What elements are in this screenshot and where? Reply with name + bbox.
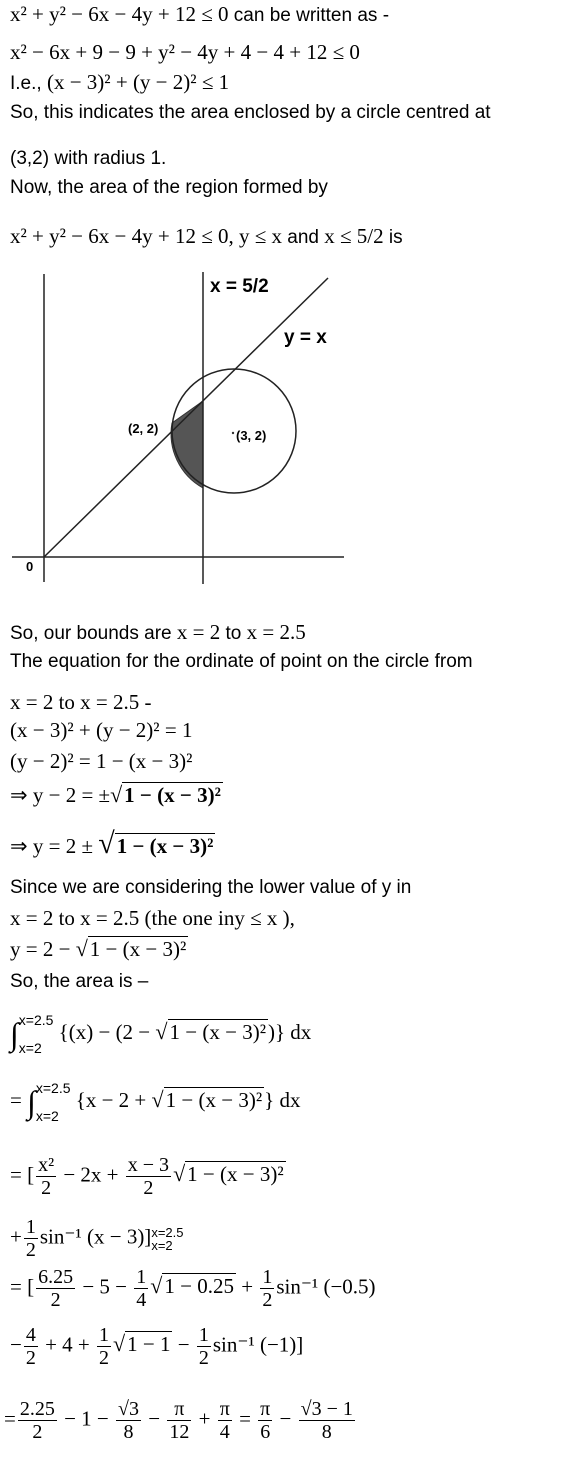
ylow-sqrt: √1 − (x − 3)² [75, 936, 187, 961]
r7-m3: + [193, 1406, 216, 1431]
r5-frac-2: $\frac{1}{4}$ [136, 1266, 147, 1311]
equation-3 [10, 783, 223, 807]
inequality: x² + y² − 6x − 4y + 12 ≤ 0 [10, 2, 229, 26]
int2-radicand: 1 − (x − 3)² [165, 1087, 263, 1112]
r7-m5: − [274, 1406, 297, 1431]
r6-mid: + 4 + [39, 1332, 96, 1357]
r4-body: sin⁻¹ (x − 3)] [39, 1224, 152, 1249]
bound-lower: x = 2 [176, 620, 221, 644]
bound-upper: x = 2.5 [246, 620, 306, 644]
label-center-3-2: (3, 2) [236, 428, 267, 443]
r7-frac-4: $\frac{\pi}{4}$ [219, 1398, 230, 1443]
equation-4 [10, 827, 215, 860]
since-line-1: Since we are considering the lower value of y in [10, 877, 412, 898]
circle-inequality: (x − 3)² + (y − 2)² ≤ 1 [46, 70, 230, 94]
integral-sign-1: ∫ [10, 1016, 19, 1052]
result-line-3 [10, 1154, 286, 1199]
result-line-4 [10, 1216, 183, 1261]
eq3-radicand: 1 − (x − 3)² [124, 783, 221, 807]
r3-mid: − 2x + [58, 1162, 124, 1187]
r5-frac-1: $\frac{6.25}{2}$ [38, 1266, 74, 1311]
text-line-4: So, this indicates the area enclosed by a circle centred at [10, 102, 491, 123]
r7-frac-6: $\frac{√3 - 1}{8}$ [300, 1398, 353, 1443]
result-line-6 [10, 1324, 303, 1369]
int1-end: )} dx [267, 1019, 312, 1044]
r5-frac-3: $\frac{1}{2}$ [262, 1266, 273, 1311]
r7-m1: − 1 − [58, 1406, 115, 1431]
r4-plus: + [10, 1224, 22, 1249]
region-math-2: x ≤ 5/2 [324, 224, 384, 248]
and-text: and [282, 227, 325, 248]
eq3-lhs: ⇒ y − 2 = ± [10, 783, 111, 807]
bounds-text: So, our bounds are [10, 623, 177, 644]
integral-2 [10, 1080, 300, 1140]
r7-m4: = [233, 1406, 257, 1431]
r3-sqrt: √1 − (x − 3)² [173, 1161, 284, 1187]
r6-minus: − [10, 1332, 22, 1357]
y-lower-equation [10, 937, 188, 961]
text-line-7 [10, 224, 403, 250]
integral-2-limits: x=2.5 x=2 [35, 1080, 71, 1124]
region-graph [10, 266, 350, 586]
int1-sqrt: √1 − (x − 3)² [155, 1018, 266, 1044]
line-y-equals-x [44, 278, 328, 557]
int2-body: {x − 2 + [75, 1087, 152, 1112]
int2-end: } dx [264, 1087, 301, 1112]
r6-frac-2: $\frac{1}{2}$ [99, 1324, 110, 1369]
eq4-lhs: ⇒ y = 2 ± [10, 834, 99, 858]
r3-frac-1: $\frac{\text{x²}}{2}$ [38, 1154, 55, 1199]
r6-minus2: − [172, 1332, 195, 1357]
expanded-inequality: x² − 6x + 9 − 9 + y² − 4y + 4 − 4 + 12 ≤ 0 [10, 40, 360, 64]
text-line-5: (3,2) with radius 1. [10, 148, 167, 169]
r5-mid: − 5 − [77, 1274, 133, 1299]
text-line-6: Now, the area of the region formed by [10, 177, 328, 198]
label-vertical-line: x = 5/2 [210, 276, 269, 297]
r7-frac-5: $\frac{\pi}{6}$ [260, 1398, 271, 1443]
to-text: to [220, 623, 247, 644]
is-text: is [383, 227, 403, 248]
int2-eq: = [10, 1087, 28, 1112]
r7-eq: = [4, 1406, 16, 1431]
label-origin: 0 [26, 559, 34, 574]
text-line-3 [10, 70, 229, 96]
ie-prefix: I.e., [10, 73, 47, 94]
r6-sqrt: √1 − 1 [113, 1331, 171, 1357]
result-line-7 [4, 1398, 357, 1443]
int1-radicand: 1 − (x − 3)² [169, 1019, 266, 1044]
ordinate-text: The equation for the ordinate of point on the circle from [10, 651, 473, 672]
ordinate-range: x = 2 to x = 2.5 - [10, 690, 152, 714]
bounds-line [10, 620, 306, 646]
integral-1-limits: x=2.5 x=2 [18, 1012, 54, 1056]
ylow-lhs: y = 2 − [10, 937, 76, 961]
area-is-text: So, the area is – [10, 971, 149, 992]
integral-1 [10, 1012, 311, 1072]
r3-eq: = [ [10, 1162, 35, 1187]
r5-plus: + [235, 1274, 259, 1299]
text: can be written as - [228, 5, 390, 26]
eq4-sqrt: √1 − (x − 3)² [98, 827, 214, 860]
label-line-yx: y = x [284, 327, 327, 348]
r6-end: sin⁻¹ (−1)] [212, 1332, 304, 1357]
int1-body: {(x) − (2 − [58, 1019, 156, 1044]
shaded-region [171, 401, 203, 488]
r7-frac-1: $\frac{2.25}{2}$ [19, 1398, 55, 1443]
center-dot [232, 432, 234, 434]
result-line-5 [10, 1266, 376, 1311]
int2-sqrt: √1 − (x − 3)² [151, 1086, 263, 1112]
equation-1: (x − 3)² + (y − 2)² = 1 [10, 718, 193, 742]
eq4-radicand: 1 − (x − 3)² [116, 834, 214, 858]
integral-sign-2: ∫ [27, 1084, 36, 1120]
r7-m2: − [143, 1406, 166, 1431]
label-point-2-2: (2, 2) [128, 421, 159, 436]
r3-frac-2: $\frac{x - 3}{2}$ [127, 1154, 170, 1199]
text-line-1 [10, 2, 389, 28]
r7-frac-2: $\frac{√3}{8}$ [118, 1398, 140, 1443]
r4-frac: $\frac{1}{2}$ [25, 1216, 36, 1261]
r6-frac-1: $\frac{4}{2}$ [25, 1324, 36, 1369]
r6-frac-3: $\frac{1}{2}$ [198, 1324, 209, 1369]
equation-2: (y − 2)² = 1 − (x − 3)² [10, 749, 193, 773]
r5-end: sin⁻¹ (−0.5) [276, 1274, 376, 1299]
r4-limits: x=2.5 x=2 [151, 1224, 184, 1253]
r5-sqrt: √1 − 0.25 [150, 1273, 234, 1299]
r7-frac-3: $\frac{\pi}{12}$ [169, 1398, 190, 1443]
eq3-sqrt: √1 − (x − 3)² [110, 782, 221, 807]
r5-eq: = [ [10, 1274, 35, 1299]
since-line-2: x = 2 to x = 2.5 (the one iny ≤ x ), [10, 906, 295, 930]
region-math-1: x² + y² − 6x − 4y + 12 ≤ 0, y ≤ x [10, 224, 283, 248]
ylow-radicand: 1 − (x − 3)² [89, 937, 187, 961]
